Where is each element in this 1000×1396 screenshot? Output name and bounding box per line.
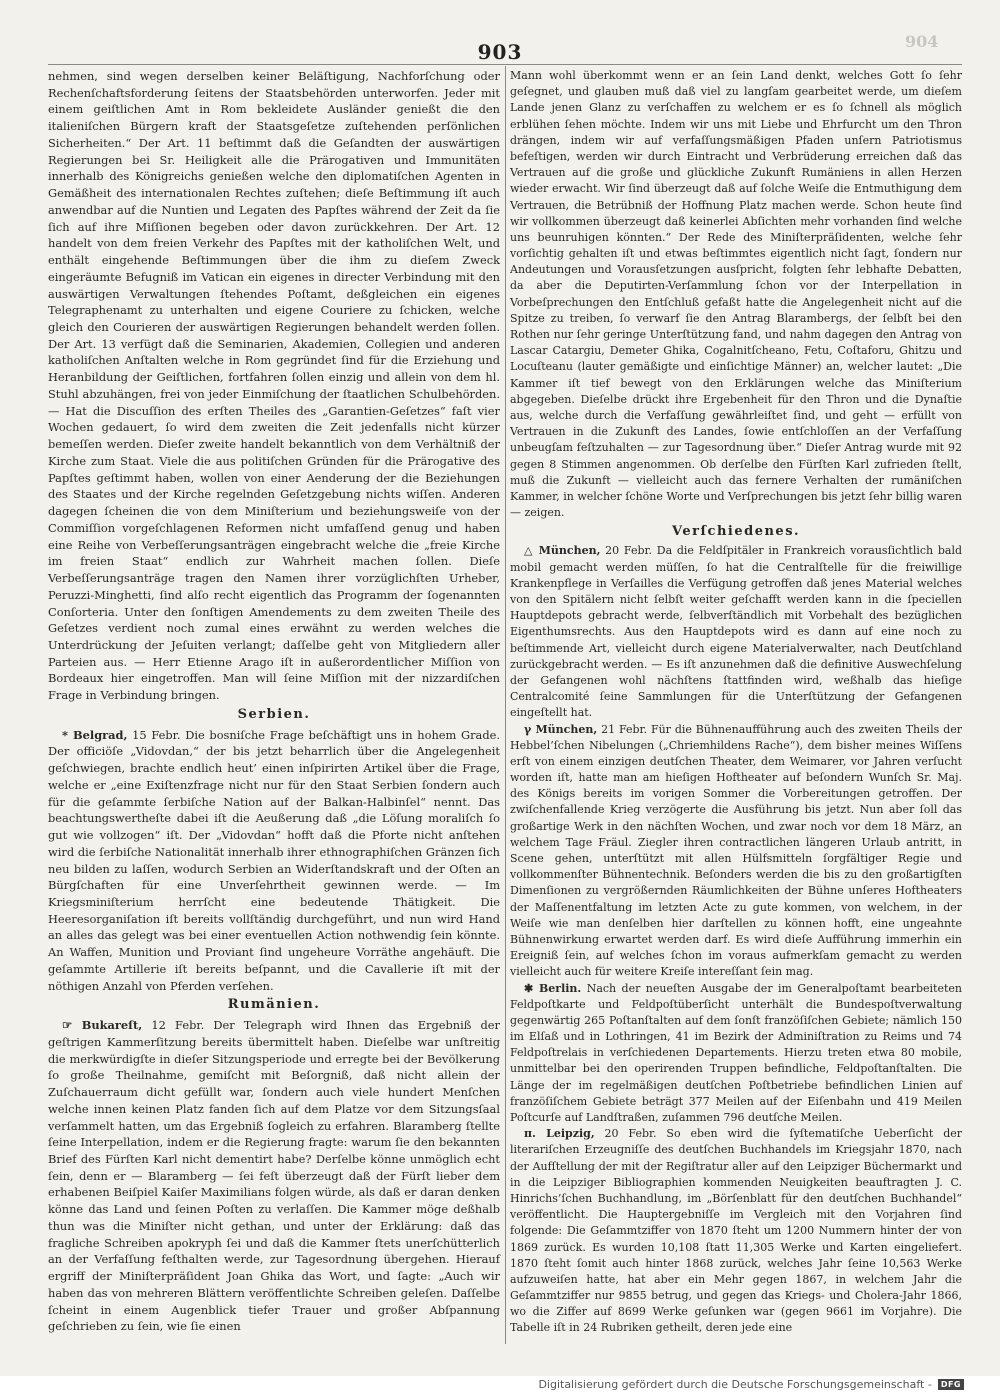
paragraph-text: Mann wohl überkommt wenn er an ſein Land denkt, welches Gott ſo ſehr geſegnet, und glauben muß daß viel zu langſam gearbeitet werde, um dieſem Lande jenen Glanz zu verſchaffen zu welchem er es ſo ſchnell als möglich erblühen ſehen möchte. Indem wir uns mit Liebe und Ehrfurcht um den Thron drängen, indem wir auf verfaſſungsmäßigen Pfaden unſern Patriotismus befeſtigen, werden wir durch Eintracht und Verbrüderung erreichen daß das Vertrauen auf die große und glückliche Zukunft Rumäniens in allen Herzen wieder erwacht. Wir ſind überzeugt daß auf ſolche Weiſe die Entmuthigung dem Vertrauen, die Betrübniß der Hoffnung Platz machen werde. Schon heute ſind wir vollkommen überzeugt daß keinerlei Abſichten mehr vorhanden ſind welche uns beunruhigen könnten.“ Der Rede des Miniſterpräſidenten, welche ſehr vorſichtig gehalten iſt und etwas beſtimmtes eigentlich nicht ſagt, ſondern nur Andeutungen und Vorausſetzungen ausſpricht, folgten ſehr lebhafte Debatten, da aber die Deputirten-Verſammlung ſchon vor der Interpellation in Vorbeſprechungen den Entſchluß gefaßt hatte die Angelegenheit nicht auf die Spitze zu treiben, ſo verwarf ſie den Antrag Blarambergs, der ſelbſt bei den Rothen nur ſehr geringe Unterſtützung fand, und nahm dagegen den Antrag von Lascar Catargiu, Demeter Ghika, Cogalnitſcheano, Fetu, Coſtaforu, Ghitzu und Locuſteanu (lauter gemäßigte und einſichtige Männer) an, welcher lautet: „Die Kammer iſt tief bewegt von den Erklärungen welche das Miniſterium abgegeben. Dieſelbe drückt ihre Ergebenheit für den Thron und die Dynaſtie aus, welche durch die Verfaſſung gewährleiſtet ſind, und geht — erfüllt von Vertrauen in die Zukunft des Landes, ſowie entſchloſſen an der Verfaſſung unbeugſam feſtzuhalten — zur Tagesordnung über.“ Dieſer Antrag wurde mit 92 gegen 8 Stimmen angenommen. Ob derſelbe den Fürſten Karl zufrieden ſtellt, muß die Zukunft — vielleicht auch das fernere Verhalten der rumäniſchen Kammer, in welcher ſchöne Worte und Verſprechungen bis jetzt ſehr billig waren — zeigen. xyxy=(510,69,962,520)
column-divider xyxy=(505,66,506,1344)
paragraph-text: Nach der neueſten Ausgabe der im Generalpoſtamt bearbeiteten Feldpoſtkarte und Feldpoſtüberſicht unterhält die Bundespoſtverwaltung gegenwärtig 265 Poſtanſtalten auf dem ſonſt franzöſiſchen Gebiete; nämlich 150 im Elſaß und in Lothringen, 41 im Bezirk der Adminiſtration zu Reims und 74 Feldpoſtrelais in verſchiedenen Departements. Hierzu treten etwa 80 mobile, unmittelbar bei den operirenden Truppen befindliche, Feldpoſtanſtalten. Die Länge der im regelmäßigen deutſchen Poſtbetriebe befindlichen Linien auf franzöſiſchem Gebiete beträgt 377 Meilen auf der Eiſenbahn und 419 Meilen Poſtcurſe auf Landſtraßen, zuſammen 796 deutſche Meilen. xyxy=(510,981,962,1124)
article-paragraph xyxy=(510,722,962,981)
dateline: π. Leipzig, xyxy=(524,1127,595,1141)
show-through-page-number: 904 xyxy=(905,32,939,51)
digitization-credit xyxy=(538,1378,964,1391)
credit-text: Digitalisierung gefördert durch die Deutsche Forschungsgemeinschaft - xyxy=(538,1378,932,1391)
section-heading: Verſchiedenes. xyxy=(671,524,801,540)
section-heading: Rumänien. xyxy=(227,997,321,1013)
section-heading: Serbien. xyxy=(237,706,311,722)
article-paragraph xyxy=(510,543,962,721)
article-paragraph xyxy=(48,727,500,995)
dfg-logo: DFG xyxy=(938,1379,964,1390)
left-column xyxy=(48,68,500,1335)
article-paragraph xyxy=(48,68,500,704)
dateline: ☞ Bukareſt, xyxy=(62,1018,143,1033)
dateline: ✱ Berlin. xyxy=(524,981,582,995)
paragraph-text: 21 Febr. Für die Bühnenaufführung auch des zweiten Theils der Hebbel’ſchen Nibelungen („Chriemhildens Rache“), dem bisher meines Wiſſens erſt von einem einzigen deutſchen Theater, dem Weimarer, vor Jahren verſucht worden iſt, hatte man am hieſigen Hoftheater auf beſondern Wunſch Sr. Maj. des Königs bereits im vorigen Sommer die Vorbereitungen getroffen. Der zwiſchenfallende Krieg verzögerte die Ausführung bis jetzt. Nun aber ſoll das großartige Werk in den nächſten Wochen, und zwar noch vor dem 18 März, an welchem Tage Fräul. Ziegler ihren contractlichen längeren Urlaub antritt, in Scene gehen, unterſtützt mit allen Hülfsmitteln ſorgfältiger Regie und vollkommenſter Bühnentechnik. Beſonders werden die bis zu den großartigſten Dimenſionen zu vergrößernden Räumlichkeiten der Bühne unſeres Hoftheaters der Maſſenentfaltung im letzten Acte zu gute kommen, von welchem, in der Weiſe wie man denſelben hier darſtellen zu können hofft, eine ungeahnte Bühnenwirkung erwartet werden darf. Es wird dieſe Aufführung immerhin ein Ereigniß ſein, auf welches ſchon im voraus aufmerkſam gemacht zu werden vielleicht auch für weitere Kreiſe intereſſant ſein mag. xyxy=(510,722,963,979)
paragraph-text: 12 Febr. Der Telegraph wird Ihnen das Ergebniß der geſtrigen Kammerſitzung bereits übermittelt haben. Dieſelbe war unſtreitig die merkwürdigſte in dieſer Sitzungsperiode und erregte bei der Bevölkerung ſo große Theilnahme, gemiſcht mit Beſorgniß, daß nicht allein der Zuſchauerraum dicht gefüllt war, ſondern auch viele hundert Menſchen welche innen keinen Platz fanden ſich auf dem Platze vor dem Sitzungsſaal verſammelt hatten, um das Ergebniß ſogleich zu erfahren. Blaramberg ſtellte ſeine Interpellation, indem er die Regierung fragte: warum ſie den bekannten Brief des Fürſten Karl nicht dementirt habe? Derſelbe könne unmöglich echt ſein, denn er — Blaramberg — ſei feſt überzeugt daß der Fürſt lieber dem erhabenen Beiſpiel Kaiſer Maximilians folgen würde, als daß er daran denken könne das Land und ſeinen Poſten zu verlaſſen. Die Kammer möge deßhalb thun was die Miniſter nicht gethan, und unter der Erklärung: daß das fragliche Schreiben apokryph ſei und daß die Kammer ſtets unerſchütterlich an der Verfaſſung feſthalten werde, zur Tagesordnung übergehen. Hierauf ergriff der Miniſterpräſident Joan Ghika das Wort, und ſagte: „Auch wir haben das von mehreren Blättern veröffentlichte Schreiben geleſen. Daſſelbe ſcheint in einem Augenblick tiefer Trauer und großer Abſpannung geſchrieben zu ſein, wie ſie einen xyxy=(48,1018,500,1334)
dateline: γ München, xyxy=(524,722,598,736)
dateline: * Belgrad, xyxy=(62,727,128,742)
article-paragraph xyxy=(510,68,962,521)
right-column xyxy=(510,68,962,1337)
paragraph-text: 20 Febr. So eben wird die ſyſtematiſche Ueberſicht der literariſchen Erzeugniſſe des deutſchen Buchhandels im Kriegsjahr 1870, nach der Aufſtellung der mit der Regiſtratur aller auf den Leipziger Büchermarkt und in die Leipziger Bibliographien kommenden Neuigkeiten beauftragten J. C. Hinrichs’ſchen Buchhandlung, im „Börſenblatt für den deutſchen Buchhandel“ veröffentlicht. Die Hauptergebniſſe im Vergleich mit den Vorjahren ſind folgende: Die Geſammtziffer von 1870 ſteht um 1200 Nummern hinter der von 1869 zurück. Es wurden 10,108 ſtatt 11,305 Werke und Karten eingeliefert. 1870 ſteht ſomit auch hinter 1868 zurück, welches Jahr ſeine 10,563 Werke aufzuweiſen hatte, hat aber ein Mehr gegen 1867, in welchem Jahr die Geſammtziffer nur 9855 betrug, und gegen das Kriegs- und Cholera-Jahr 1866, wo die Ziffer auf 8699 Werke geſunken war (gegen 9661 im Vorjahre). Die Tabelle iſt in 24 Rubriken getheilt, deren jede eine xyxy=(510,1127,962,1335)
page-number: 903 xyxy=(477,40,523,64)
paragraph-text: nehmen, sind wegen derselben keiner Beläſtigung, Nachforſchung oder Rechenſchaftsforderung ſeitens der Staatsbehörden unterworfen. Jeder mit einem geiſtlichen Amt in Rom bekleidete Ausländer genießt die den italieniſchen Bürgern kraft der Staatsgeſetze zuſtehenden perſönlichen Sicherheiten.“ Der Art. 11 beſtimmt daß die Geſandten der auswärtigen Regierungen bei Sr. Heiligkeit alle die Prärogativen und Immunitäten innerhalb des Königreichs genießen welche den diplomatiſchen Agenten in Gemäßheit des internationalen Rechtes zuſtehen; dieſe Beſtimmung iſt auch anwendbar auf die Nuntien und Legaten des Papſtes während der Zeit da ſie ſich auf ihre Miſſionen begeben oder davon zurückkehren. Der Art. 12 handelt von dem freien Verkehr des Papſtes mit der katholiſchen Welt, und enthält eingehende Beſtimmungen über die ihm zu dieſem Zweck eingeräumte Befugniß im Vatican ein eigenes in directer Verbindung mit den auswärtigen Verwaltungen ſtehendes Poſtamt, deßgleichen ein eigenes Telegraphenamt zu unterhalten und eigene Couriere zu ſchicken, welche gleich den Courieren der auswärtigen Regierungen behandelt werden ſollen. Der Art. 13 verfügt daß die Seminarien, Akademien, Collegien und anderen katholiſchen Anſtalten welche in Rom gegründet ſind für die Erziehung und Heranbildung der Geiſtlichen, fortfahren ſollen einzig und allein von dem hl. Stuhl abzuhängen, frei von jeder Einmiſchung der ſtaatlichen Schulbehörden. — Hat die Discuſſion des erſten Theiles des „Garantien-Geſetzes“ faſt vier Wochen gedauert, ſo wird dem zweiten die Zeit jedenfalls nicht kürzer bemeſſen werden. Dieſer zweite handelt bekanntlich von dem Verhältniß der Kirche zum Staat. Viele die aus politiſchen Gründen für die Prärogative des Papſtes geſtimmt haben, wollen von einer Aenderung der die Beziehungen des Staates und der Kirche regelnden Geſetzgebung nichts wiſſen. Anderen dagegen ſcheinen die von dem Miniſterium und beziehungsweiſe von der Commiſſion vorgeſchlagenen Reformen nicht umfaſſend genug und haben eine Reihe von Verbeſſerungsanträgen eingebracht welche die „freie Kirche im freien Staat“ endlich zur Wahrheit machen ſollen. Dieſe Verbeſſerungsanträge tragen den Namen ihrer vorzüglichſten Urheber, Peruzzi-Minghetti, ſind alſo recht eigentlich das Programm der ſogenannten Conſorteria. Unter den ſonſtigen Amendements zu dem zweiten Theile des Geſetzes verdient noch zumal eines erwähnt zu werden welches die Unterdrückung der Jeſuiten verlangt; daſſelbe geht von Mitgliedern aller Parteien aus. — Herr Etienne Arago iſt in außerordentlicher Miſſion von Bordeaux hier eingetroffen. Man will ſeine Miſſion mit der nizzardiſchen Frage in Verbindung bringen. xyxy=(48,69,500,703)
paragraph-text: 20 Febr. Da die Feldſpitäler in Frankreich vorausſichtlich bald mobil gemacht werden müſſen, ſo hat die Centralſtelle für die freiwillige Krankenpflege in Verſailles die Verfügung getroffen daß jenes Material welches von den Spitälern nicht ſelbſt weiter geſchafft werden kann in die ſpeciellen Hauptdepots gebracht werde, ſelbverſtändlich mit Vorbehalt des bezüglichen Eigenthumsrechts. Aus den Hauptdepots wird es dann auf eine noch zu beſtimmende Art, vielleicht durch eigene Materialverwalter, nach Deutſchland zurückgebracht werden. — Es iſt anzunehmen daß die definitive Auswechſelung der Gefangenen wohl nächſtens ſtattfinden wird, weßhalb das hieſige Centralcomité ſeine Sammlungen für die Unterſtützung der Gefangenen eingeſtellt hat. xyxy=(510,544,962,720)
dateline: △ München, xyxy=(524,544,601,558)
article-paragraph xyxy=(48,1017,500,1335)
article-paragraph xyxy=(510,981,962,1127)
paragraph-text: 15 Febr. Die bosniſche Frage beſchäftigt uns in hohem Grade. Der officiöſe „Vidovdan,“ der bis jetzt beharrlich über die Angelegenheit geſchwiegen, brachte endlich heut’ einen inſpirirten Artikel über die Frage, welche er „eine Exiſtenzfrage nicht nur für den Staat Serbien ſondern auch für die geſammte ſerbiſche Nation auf der Balkan-Halbinſel“ nennt. Das beachtungswertheſte dabei iſt die Aeußerung daß „die Löſung moraliſch ſo gut wie vollzogen“ iſt. Der „Vidovdan“ hofft daß die Pforte nicht anſtehen wird die ſerbiſche Nationalität innerhalb ihrer ethnographiſchen Gränzen ſich neu bilden zu laſſen, wodurch Serbien an Widerſtandskraft und der Oſten an Bürgſchaften für eine Unverſehrtheit gewinnen werde. — Im Kriegsminiſterium herrſcht eine bedeutende Thätigkeit. Die Heeresorganiſation iſt bereits vollſtändig durchgeführt, und nun wird Hand an alles das gelegt was bei einer eventuellen Action nothwendig ſein könnte. An Waffen, Munition und Proviant ſind ungeheure Vorräthe angehäuft. Die geſammte Artillerie iſt bereits beſpannt, und die Cavallerie iſt mit der nöthigen Anzahl von Pferden verſehen. xyxy=(48,727,501,993)
header-rule xyxy=(48,64,962,65)
article-paragraph xyxy=(510,1126,962,1336)
